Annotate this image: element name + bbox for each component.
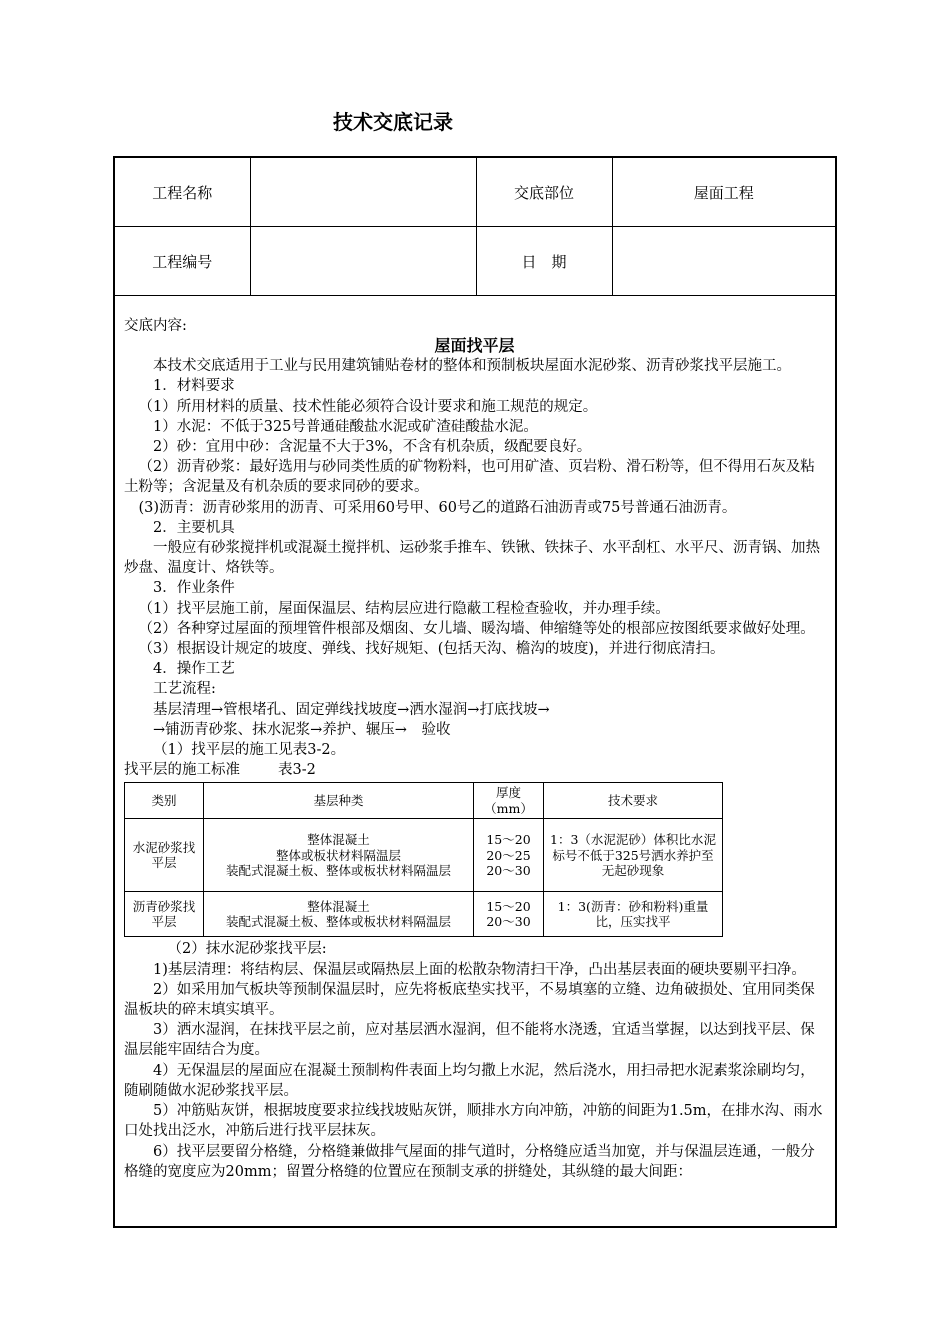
thickness-line: 15～20: [486, 832, 531, 848]
table-cell-thickness: [474, 892, 544, 937]
table-header-tech: 技术要求: [544, 783, 723, 819]
header-table: [115, 158, 835, 296]
table-header-thickness: 厚度（mm）: [474, 783, 544, 819]
table-header-type: 类别: [125, 783, 204, 819]
table-cell-tech: 1：3（水泥泥砂）体积比水泥标号不低于325号洒水养护至无起砂现象: [544, 819, 723, 892]
paragraph: 2）如采用加气板块等预制保温层时，应先将板底垫实找平，不易填塞的立缝、边角破损处、宜用同类保温板块的碎末填实填平。: [124, 981, 815, 1019]
table-cell-base: [204, 819, 474, 892]
thickness-line: 15～20: [486, 898, 531, 914]
content-area: [115, 296, 835, 1182]
paragraph: （3）根据设计规定的坡度、弹线、找好规矩、(包括天沟、檐沟的坡度)，并进行彻底清扫。: [138, 641, 725, 658]
document-title: 技术交底记录: [333, 110, 453, 134]
base-line: 整体混凝土: [307, 898, 370, 914]
table-cell-tech: 1：3(沥青：砂和粉料)重量比，压实找平: [544, 892, 723, 937]
table-caption-title: 找平层的施工标准: [124, 762, 240, 779]
flow-line: →铺沥青砂浆、抹水泥浆→养护、辗压→ 验收: [153, 721, 451, 738]
section-title: 屋面找平层: [434, 336, 515, 356]
table-cell-base: [204, 892, 474, 937]
paragraph: 2）砂：宜用中砂：含泥量不大于3%，不含有机杂质，级配要良好。: [153, 439, 592, 456]
table-caption: [124, 760, 825, 780]
paragraph: 6）找平层要留分格缝，分格缝兼做排气屋面的排气道时，分格缝应适当加宽，并与保温层连通，一般分格缝的宽度应为20mm；留置分格缝的位置应在预制支承的拼缝处，其纵缝的最大间距：: [124, 1143, 815, 1180]
paragraph: （2）抹水泥砂浆找平层:: [167, 941, 327, 958]
table-caption-number: 表3-2: [278, 762, 316, 779]
base-line: 装配式混凝土板、整体或板状材料隔温层: [225, 914, 451, 930]
paragraph: （1）所用材料的质量、技术性能必须符合设计要求和施工规范的规定。: [138, 398, 598, 415]
project-no-label: 工程编号: [115, 227, 250, 296]
process-heading: 4．操作工艺: [153, 661, 235, 678]
paragraph: （1）找平层施工前，屋面保温层、结构层应进行隐蔽工程检查验收，并办理手续。: [138, 600, 670, 617]
date-field[interactable]: [612, 227, 835, 296]
project-no-field[interactable]: [250, 227, 476, 296]
table-header-base: 基层种类: [204, 783, 474, 819]
thickness-line: 20～30: [486, 863, 531, 879]
base-line: 整体混凝土: [307, 832, 370, 848]
content-label: 交底内容:: [124, 318, 187, 334]
table-cell-type: 水泥砂浆找平层: [125, 819, 204, 892]
location-label: 交底部位: [476, 158, 612, 227]
materials-heading: 1．材料要求: [153, 378, 235, 395]
flow-line: 基层清理→管根堵孔、固定弹线找坡度→洒水湿润→打底找坡→: [153, 701, 550, 718]
project-name-field[interactable]: [250, 158, 476, 227]
paragraph: 1)基层清理：将结构层、保温层或隔热层上面的松散杂物清扫干净，凸出基层表面的硬块要剔平扫净。: [153, 961, 806, 978]
paragraph: 3）洒水湿润，在抹找平层之前，应对基层洒水湿润，但不能将水浇透，宜适当掌握，以达到找平层、保温层能牢固结合为度。: [124, 1022, 815, 1059]
base-line: 整体或板状材料隔温层: [275, 847, 401, 863]
date-label: 日 期: [476, 227, 612, 296]
paragraph: 一般应有砂浆搅拌机或混凝土搅拌机、运砂浆手推车、铁锹、铁抹子、水平刮杠、水平尺、沥青锅、加热炒盘、温度计、烙铁等。: [124, 540, 820, 577]
spec-table: [124, 782, 723, 937]
paragraph: (3)沥青：沥青砂浆用的沥青、可采用60号甲、60号乙的道路石油沥青或75号普通石油沥青。: [138, 499, 737, 516]
intro-paragraph: 本技术交底适用于工业与民用建筑铺贴卷材的整体和预制板块屋面水泥砂浆、沥青砂浆找平层施工。: [153, 358, 791, 375]
paragraph: （2）各种穿过屋面的预埋管件根部及烟囱、女儿墙、暖沟墙、伸缩缝等处的根部应按图纸要求做好处理。: [138, 620, 815, 637]
base-line: 装配式混凝土板、整体或板状材料隔温层: [225, 863, 451, 879]
paragraph: （1）找平层的施工见表3-2。: [153, 742, 346, 759]
paragraph: 5）冲筋贴灰饼，根据坡度要求拉线找坡贴灰饼，顺排水方向冲筋，冲筋的间距为1.5m，在排水沟、雨水口处找出泛水，冲筋后进行找平层抹灰。: [124, 1103, 823, 1140]
record-form: [113, 156, 837, 1228]
table-cell-thickness: [474, 819, 544, 892]
table-cell-type: 沥青砂浆找平层: [125, 892, 204, 937]
tools-heading: 2．主要机具: [153, 519, 235, 536]
conditions-heading: 3．作业条件: [153, 580, 235, 597]
thickness-line: 20～30: [486, 914, 531, 930]
paragraph: 4）无保温层的屋面应在混凝土预制构件表面上均匀撒上水泥，然后浇水，用扫帚把水泥素浆涂刷均匀，随刷随做水泥砂浆找平层。: [124, 1062, 815, 1099]
thickness-line: 20～25: [486, 847, 531, 863]
flow-label: 工艺流程:: [153, 681, 216, 698]
project-name-label: 工程名称: [115, 158, 250, 227]
location-field[interactable]: 屋面工程: [612, 158, 835, 227]
paragraph: 1）水泥：不低于325号普通硅酸盐水泥或矿渣硅酸盐水泥。: [153, 418, 538, 435]
table-row: [125, 819, 723, 892]
paragraph: （2）沥青砂浆：最好选用与砂同类性质的矿物粉料，也可用矿渣、页岩粉、滑石粉等，但不得用石灰及粘土粉等；含泥量及有机杂质的要求同砂的要求。: [124, 459, 815, 496]
table-row: [125, 892, 723, 937]
